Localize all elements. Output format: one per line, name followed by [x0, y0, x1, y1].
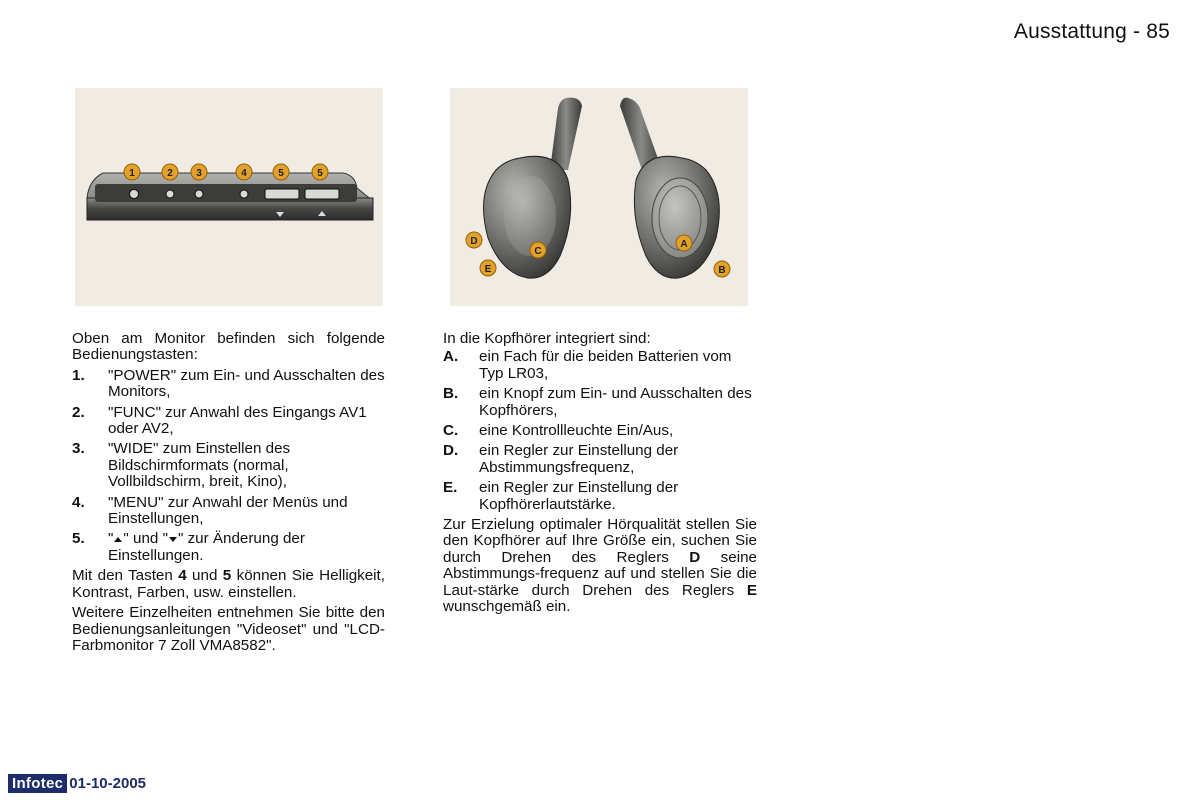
- bold-run: 4: [178, 567, 187, 585]
- right-column: [443, 331, 757, 620]
- item-letter: E.: [443, 479, 458, 497]
- arrow-up-icon: [114, 537, 122, 542]
- callout-A: A: [680, 239, 688, 250]
- text-run: seine Abstimmungs-frequenz auf und stellen Sie die Laut-stärke durch Drehen des Reglers: [443, 548, 757, 599]
- callout-5a: 5: [278, 168, 284, 179]
- footer-date: 01-10-2005: [69, 775, 147, 792]
- callout-C: C: [534, 246, 542, 257]
- callout-2: 2: [167, 168, 173, 179]
- right-intro: In die Kopfhörer integriert sind:: [443, 330, 651, 347]
- item-number: 3.: [72, 440, 85, 458]
- item-letter: C.: [443, 422, 459, 440]
- list-item: [443, 443, 757, 476]
- text-run: Mit den Tasten: [72, 567, 179, 585]
- callout-1: 1: [129, 168, 135, 179]
- item-number: 1.: [72, 366, 85, 384]
- bold-run: D: [689, 548, 701, 566]
- left-column: [72, 331, 385, 658]
- callout-4: 4: [241, 168, 247, 179]
- callout-D: D: [470, 236, 478, 247]
- left-paragraph-3: Weitere Einzelheiten entnehmen Sie bitte den Bedienungsanleitungen "Videoset" und "LCD-Farbmonitor 7 Zoll VMA8582".: [72, 604, 385, 654]
- text-run: und: [186, 567, 223, 585]
- item-text: [108, 531, 385, 564]
- list-item: [72, 495, 385, 528]
- list-item: [443, 423, 757, 439]
- list-item: [72, 531, 385, 564]
- list-item: [72, 405, 385, 438]
- callout-B: B: [718, 265, 726, 276]
- arrow-down-icon: [169, 537, 177, 542]
- item-text: "FUNC" zur Anwahl des Eingangs AV1 oder AV2,: [108, 403, 367, 438]
- callout-5b: 5: [317, 168, 323, 179]
- item-text: "WIDE" zum Einstellen des Bildschirmformats (normal, Vollbildschirm, breit, Kino),: [108, 440, 291, 491]
- left-intro: Oben am Monitor befinden sich folgende Bedienungstasten:: [72, 330, 385, 364]
- item-text: ein Fach für die beiden Batterien vom Typ LR03,: [479, 348, 732, 382]
- list-item: [72, 441, 385, 490]
- item-text: ein Knopf zum Ein- und Ausschalten des Kopfhörers,: [479, 385, 752, 419]
- text-run: können Sie Helligkeit, Kontrast, Farben, usw. einstellen.: [72, 567, 385, 601]
- text-run: wunschgemäß ein.: [443, 598, 571, 616]
- page-header: Ausstattung - 85: [1013, 20, 1170, 43]
- item-text-part: ": [108, 530, 114, 548]
- list-item: [443, 349, 757, 382]
- callout-E: E: [484, 264, 492, 275]
- item-text: "MENU" zur Anwahl der Menüs und Einstellungen,: [108, 493, 348, 528]
- infotec-logo: Infotec: [8, 774, 67, 793]
- headphones-illustration: [450, 88, 748, 306]
- item-number: 4.: [72, 493, 85, 511]
- list-item: [443, 386, 757, 419]
- item-text-part: " zur Änderung der Einstellungen.: [108, 530, 305, 564]
- footer: [8, 774, 146, 793]
- item-number: 2.: [72, 403, 85, 421]
- item-text-part: " und ": [123, 530, 168, 548]
- item-text: eine Kontrollleuchte Ein/Aus,: [479, 422, 674, 440]
- bold-run: E: [746, 581, 757, 599]
- list-item: [443, 480, 757, 513]
- item-letter: D.: [443, 442, 459, 460]
- right-paragraph: [443, 517, 757, 615]
- left-paragraph-2: [72, 568, 385, 601]
- item-letter: B.: [443, 385, 459, 403]
- item-text: "POWER" zum Ein- und Ausschalten des Monitors,: [108, 366, 385, 401]
- callout-3: 3: [196, 168, 202, 179]
- text-run: Zur Erzielung optimaler Hörqualität stellen Sie den Kopfhörer auf Ihre Größe ein, suchen Sie durch Drehen des Reglers: [443, 516, 757, 566]
- item-text: ein Regler zur Einstellung der Abstimmungsfrequenz,: [479, 442, 679, 476]
- list-item: [72, 368, 385, 401]
- bold-run: 5: [222, 567, 232, 585]
- item-number: 5.: [72, 530, 85, 548]
- item-letter: A.: [443, 348, 459, 366]
- monitor-illustration: [75, 88, 383, 306]
- item-text: ein Regler zur Einstellung der Kopfhörerlautstärke.: [479, 479, 679, 513]
